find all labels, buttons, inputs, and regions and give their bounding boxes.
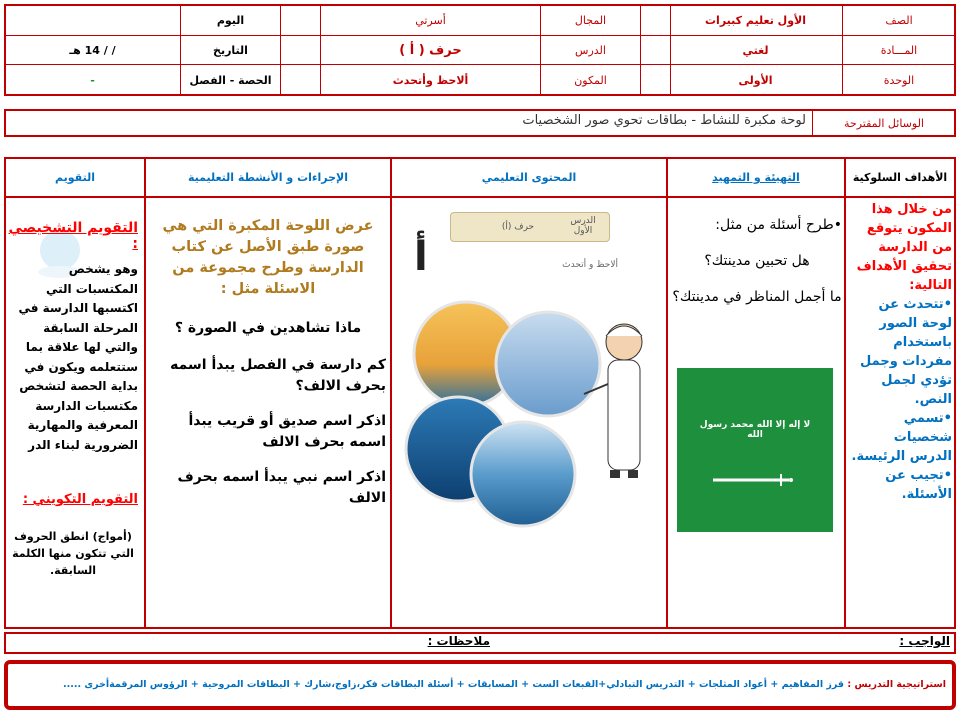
book-lesson: الدرس الأول [570, 216, 596, 236]
procedure-q2: كم دارسة في الفصل يبدأ اسمه بحرف الالف؟ [170, 357, 386, 394]
col-intro: التهيئة و التمهيد [712, 171, 800, 184]
objective-2: •تسمي شخصيات الدرس الرئيسة. [851, 411, 952, 464]
objective-3: •تجيب عن الأسئلة. [885, 468, 952, 502]
formative-title: التقويم التكويني : [22, 492, 138, 507]
objectives-lead: من خلال هذا المكون يتوقع من الدارسة تحقيق الأهداف التالية: [856, 202, 952, 293]
flag-shahada: لا إله إلا الله محمد رسول الله [699, 420, 811, 440]
book-letter: حرف (أ) [501, 222, 535, 232]
grade-label: الصف [885, 13, 913, 27]
procedure-q1: ماذا تشاهدين في الصورة ؟ [174, 320, 362, 336]
procedures-intro: عرض اللوحة المكبرة التي هي صورة طبق الأصل عن كتاب الدارسة وطرح مجموعة من الاسئلة مثل : [162, 218, 374, 297]
col-evaluation: التقويم [55, 171, 95, 184]
book-section: ألاحظ و أتحدث [562, 260, 618, 270]
domain-label: المجال [574, 13, 607, 27]
component-label: المكون [574, 73, 607, 87]
big-letter: أ [414, 234, 428, 280]
domain-value: أسرتي [415, 13, 446, 27]
intro-q1: هل تحبين مدينتك؟ [704, 253, 810, 269]
procedure-q3: اذكر اسم صديق أو قريب يبدأ اسمه بحرف الالف [188, 413, 386, 450]
objectives-cell [848, 200, 952, 626]
intro-lead: •طرح أسئلة من مثل: [715, 217, 842, 233]
evaluation-cell [8, 200, 142, 626]
procedure-q4: اذكر اسم نبي يبدأ اسمه بحرف الالف [177, 469, 386, 506]
intro-cell [672, 214, 842, 364]
flag-sword-icon [677, 368, 833, 532]
diagnostic-body: وهو يشخص المكتسبات التي اكتسبها الدارسة في المرحلة السابقة والتي لها علاقة بما ستتعلمه ويكون في بداية الحصة لتشخص مكتسبات الدارسة المعرفية والمهارية الضرورية لبناء الدر [18, 262, 138, 452]
lesson-value: حرف ( أ ) [399, 42, 462, 58]
date-label: التاريخ [213, 43, 248, 57]
component-value: ألاحظ وأتحدث [392, 73, 469, 87]
intro-q2: ما أجمل المناظر في مدينتك؟ [672, 289, 842, 305]
period-label: الحصة - الفصل [189, 73, 272, 87]
scene-illustration [398, 294, 660, 624]
saudi-flag [677, 368, 833, 532]
procedures-cell [150, 216, 386, 616]
aids-value: لوحة مكبرة للنشاط - بطاقات تحوي صور الشخصيات [522, 113, 806, 128]
col-procedures: الإجراءات و الأنشطة التعليمية [187, 171, 349, 184]
day-label: اليوم [216, 13, 245, 27]
grade-value: الأول تعليم كبيرات [705, 13, 806, 27]
col-objectives: الأهداف السلوكية [852, 171, 948, 184]
unit-value: الأولى [738, 73, 773, 87]
period-value: - [90, 73, 95, 87]
homework-label: الواجب : [899, 634, 950, 648]
notes-label: ملاحظات : [427, 634, 490, 648]
textbook-image [398, 204, 660, 624]
unit-label: الوحدة [883, 73, 915, 87]
day-value [6, 5, 179, 35]
strategy-value: قرز المفاهيم + أعواد المثلجات + التدريس التبادلي+القبعات الست + المسابقات + أسئلة البطاقات فكر،زاوج،شارك + البطاقات المروحية + الرؤوس المرقمةأخرى ..... [63, 679, 845, 690]
aids-label: الوسائل المقترحة [844, 116, 924, 130]
formative-body: (أمواج) انطق الحروف التي تتكون منها الكلمة السابقة. [12, 530, 134, 577]
lesson-label: الدرس [575, 43, 606, 57]
col-content: المحتوى التعليمي [481, 171, 577, 184]
strategy-label: استراتيجية التدريس : [847, 679, 946, 690]
objective-1: •تتحدث عن لوحة الصور باستخدام مفردات وجمل تؤدي لجمل النص. [860, 297, 952, 407]
subject-label: المـــادة [880, 43, 918, 57]
date-value: / / 14 هـ [69, 43, 116, 57]
diagnostic-title: التقويم التشخيصي : [8, 220, 138, 252]
subject-value: لغتي [742, 43, 769, 57]
fountain-photo [496, 312, 600, 416]
strategy-text [14, 670, 946, 700]
sea-photo [471, 422, 575, 526]
